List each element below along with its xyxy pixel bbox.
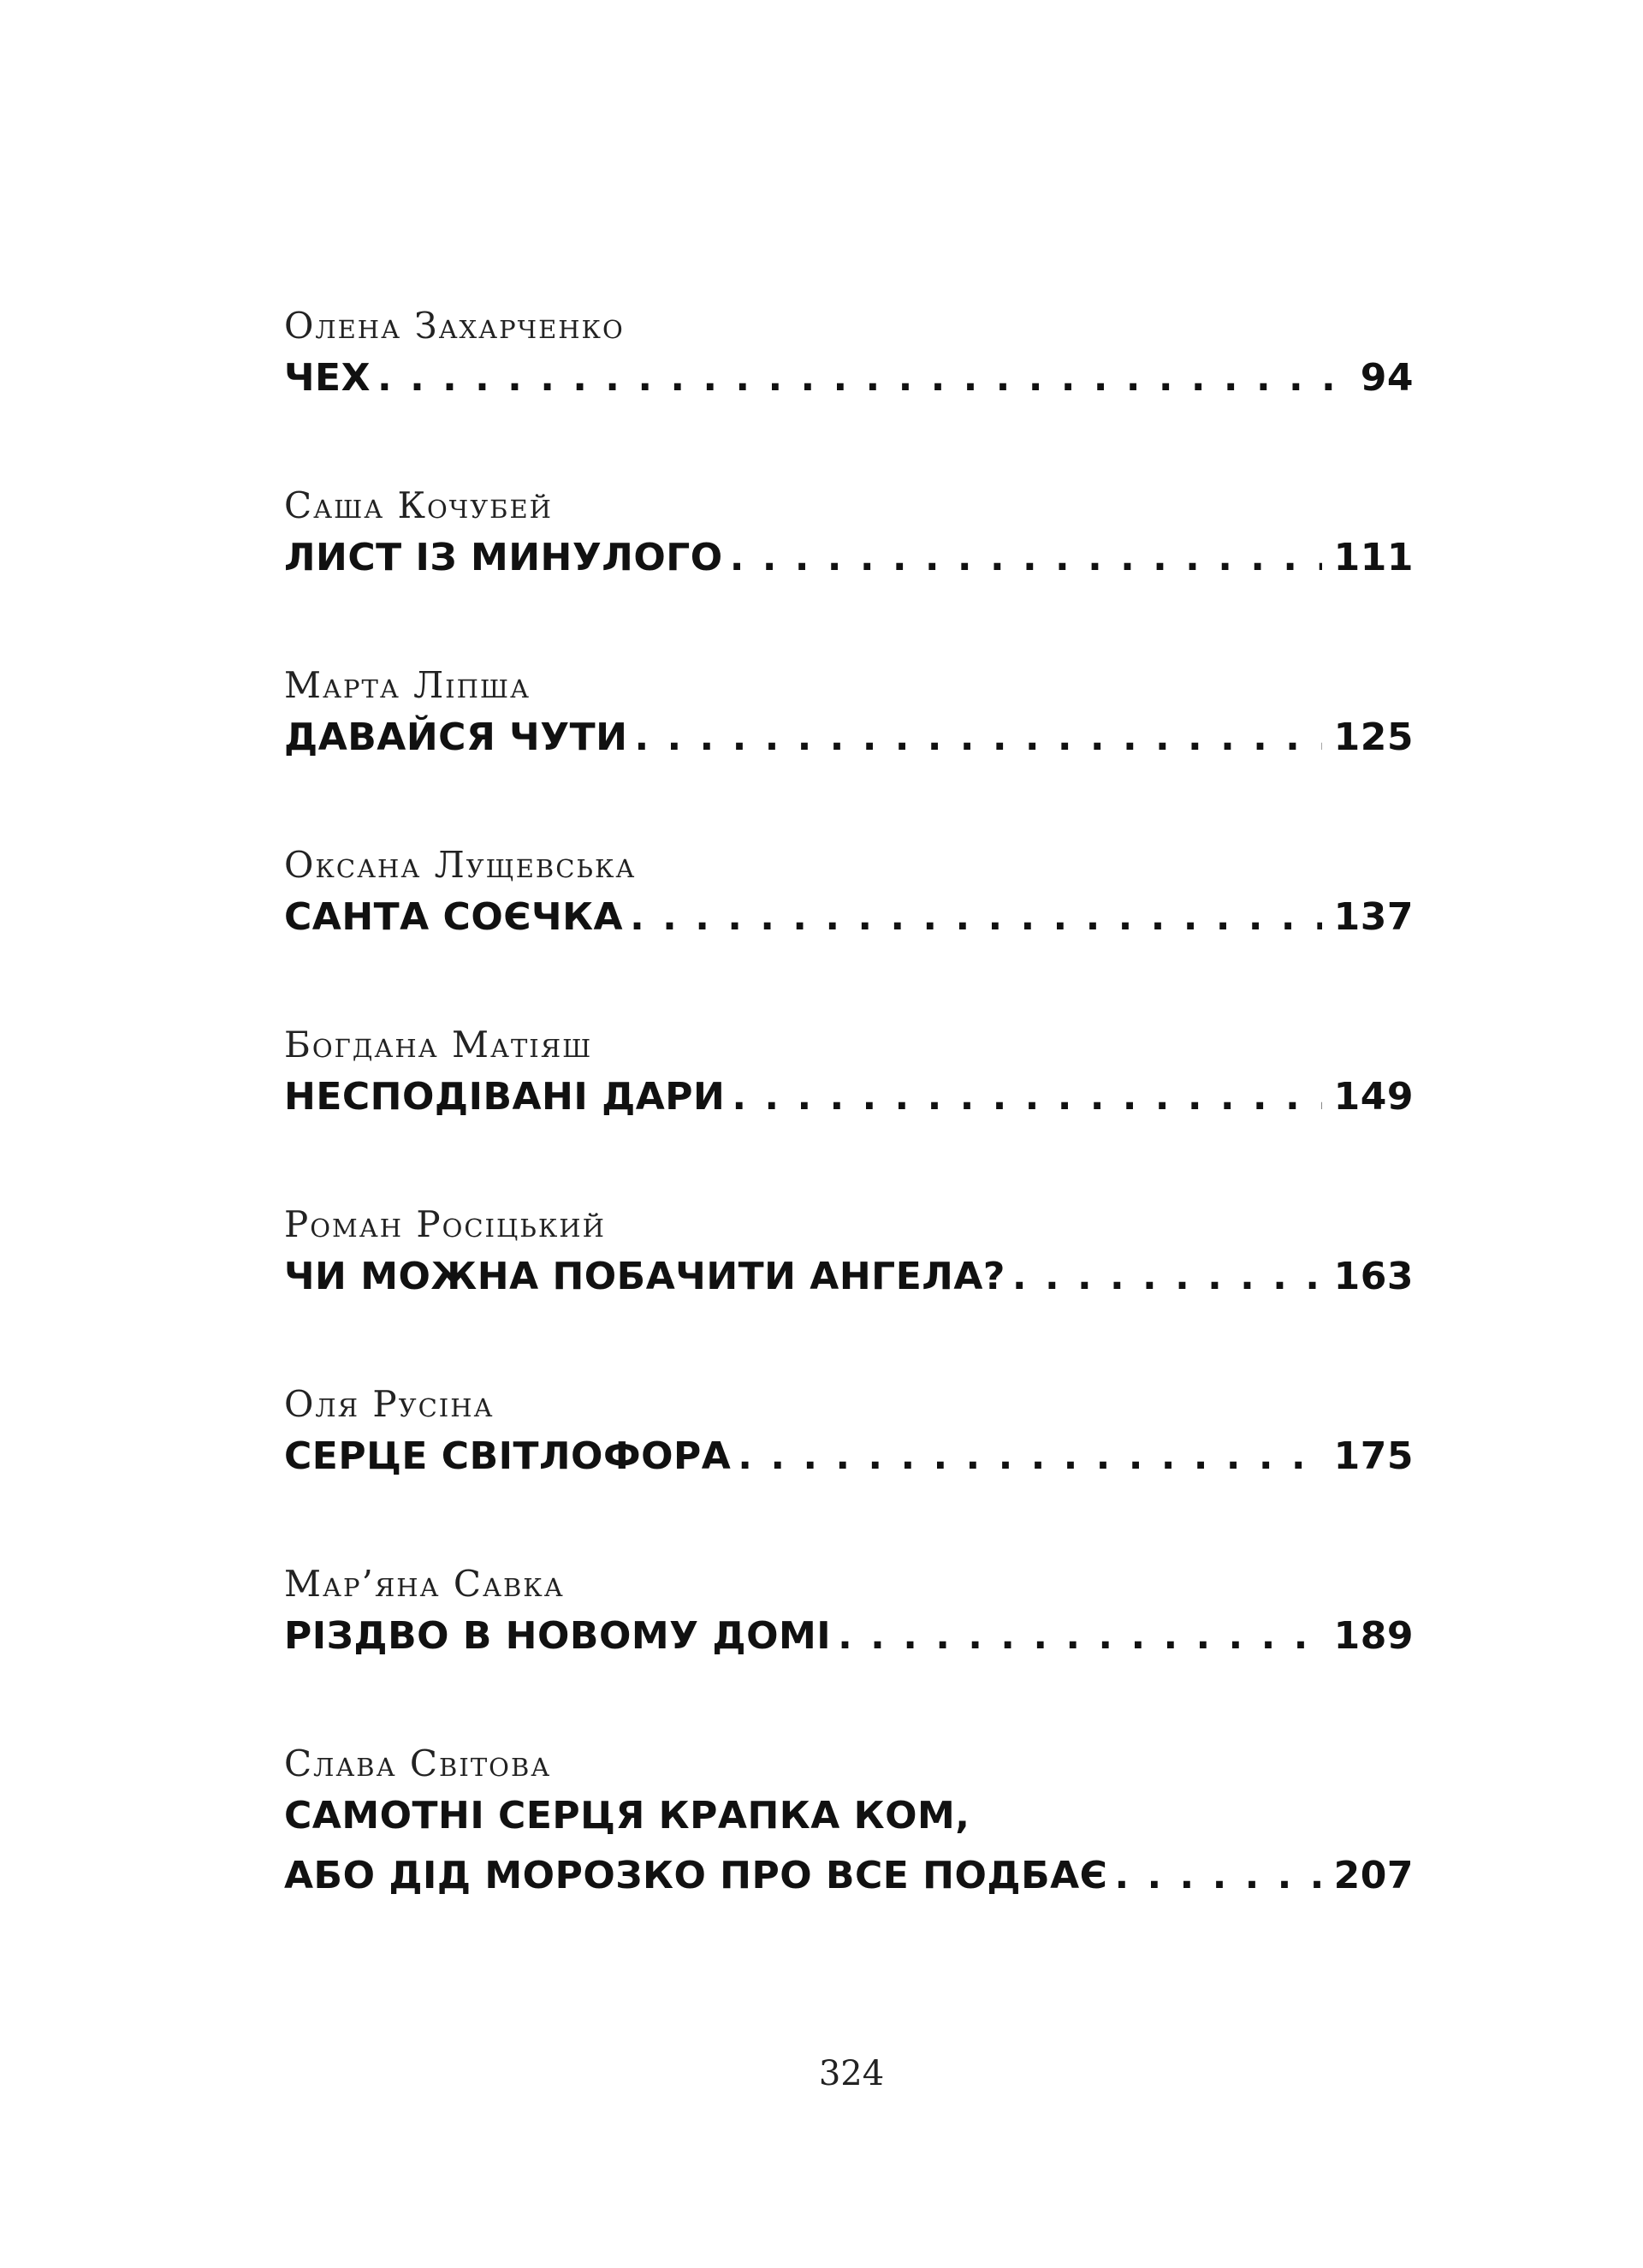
entry-author: Марта Ліпша <box>284 664 531 706</box>
entry-page-number: 149 <box>1333 1075 1414 1119</box>
entry-page-number: 111 <box>1333 536 1414 579</box>
dot-leader <box>831 1606 1322 1666</box>
entry-title: ЧЕХ <box>284 356 371 400</box>
entry-author: Оксана Лущевська <box>284 844 637 886</box>
dot-leader <box>1005 1247 1322 1307</box>
entry-line[interactable] <box>284 1846 1414 1906</box>
dot-leader <box>723 528 1322 588</box>
entry-title: ЧИ МОЖНА ПОБАЧИТИ АНГЕЛА? <box>284 1255 1005 1298</box>
entry-author: Мар’яна Савка <box>284 1563 565 1605</box>
entry-line[interactable] <box>284 1427 1414 1487</box>
entry-title-first-line[interactable]: САМОТНІ СЕРЦЯ КРАПКА КОМ, <box>284 1794 970 1838</box>
toc-entry <box>284 1202 1414 1382</box>
dot-leader <box>731 1427 1321 1487</box>
entry-author: Слава Світова <box>284 1743 552 1784</box>
entry-author: Богдана Матіяш <box>284 1024 593 1066</box>
entry-page-number: 175 <box>1333 1434 1414 1478</box>
entry-author: Олена Захарченко <box>284 305 625 347</box>
dot-leader <box>627 708 1321 768</box>
toc-entry <box>284 1023 1414 1202</box>
entry-author: Саша Кочубей <box>284 484 553 526</box>
entry-line[interactable] <box>284 528 1414 588</box>
entry-line[interactable] <box>284 348 1414 408</box>
dot-leader <box>371 348 1349 408</box>
toc-entry <box>284 1562 1414 1742</box>
dot-leader <box>623 888 1322 947</box>
entry-title: ЛИСТ ІЗ МИНУЛОГО <box>284 536 723 579</box>
toc-entry <box>284 843 1414 1023</box>
entry-title: АБО ДІД МОРОЗКО ПРО ВСЕ ПОДБАЄ <box>284 1854 1108 1897</box>
entry-title: НЕСПОДІВАНІ ДАРИ <box>284 1075 726 1119</box>
table-of-contents <box>284 304 1414 2007</box>
entry-line[interactable] <box>284 1247 1414 1307</box>
entry-title: САНТА СОЄЧКА <box>284 895 624 939</box>
entry-page-number: 207 <box>1333 1854 1414 1897</box>
dot-leader <box>725 1067 1321 1127</box>
toc-entry <box>284 484 1414 663</box>
entry-page-number: 189 <box>1333 1614 1414 1658</box>
toc-entry <box>284 663 1414 843</box>
toc-entry <box>284 1742 1414 2007</box>
toc-entry <box>284 304 1414 484</box>
entry-line[interactable] <box>284 888 1414 947</box>
entry-title: СЕРЦЕ СВІТЛОФОРА <box>284 1434 732 1478</box>
entry-title: РІЗДВО В НОВОМУ ДОМІ <box>284 1614 832 1658</box>
entry-author: Роман Росіцький <box>284 1203 606 1245</box>
entry-line[interactable] <box>284 708 1414 768</box>
entry-page-number: 125 <box>1333 715 1414 759</box>
entry-page-number: 94 <box>1360 356 1414 400</box>
entry-author: Оля Русіна <box>284 1383 495 1425</box>
dot-leader <box>1107 1846 1321 1906</box>
entry-line[interactable] <box>284 1067 1414 1127</box>
entry-page-number: 137 <box>1333 895 1414 939</box>
entry-line[interactable] <box>284 1606 1414 1666</box>
entry-page-number: 163 <box>1333 1255 1414 1298</box>
entry-title: ДАВАЙСЯ ЧУТИ <box>284 715 628 759</box>
toc-entry <box>284 1382 1414 1562</box>
page-number: 324 <box>818 2054 885 2093</box>
